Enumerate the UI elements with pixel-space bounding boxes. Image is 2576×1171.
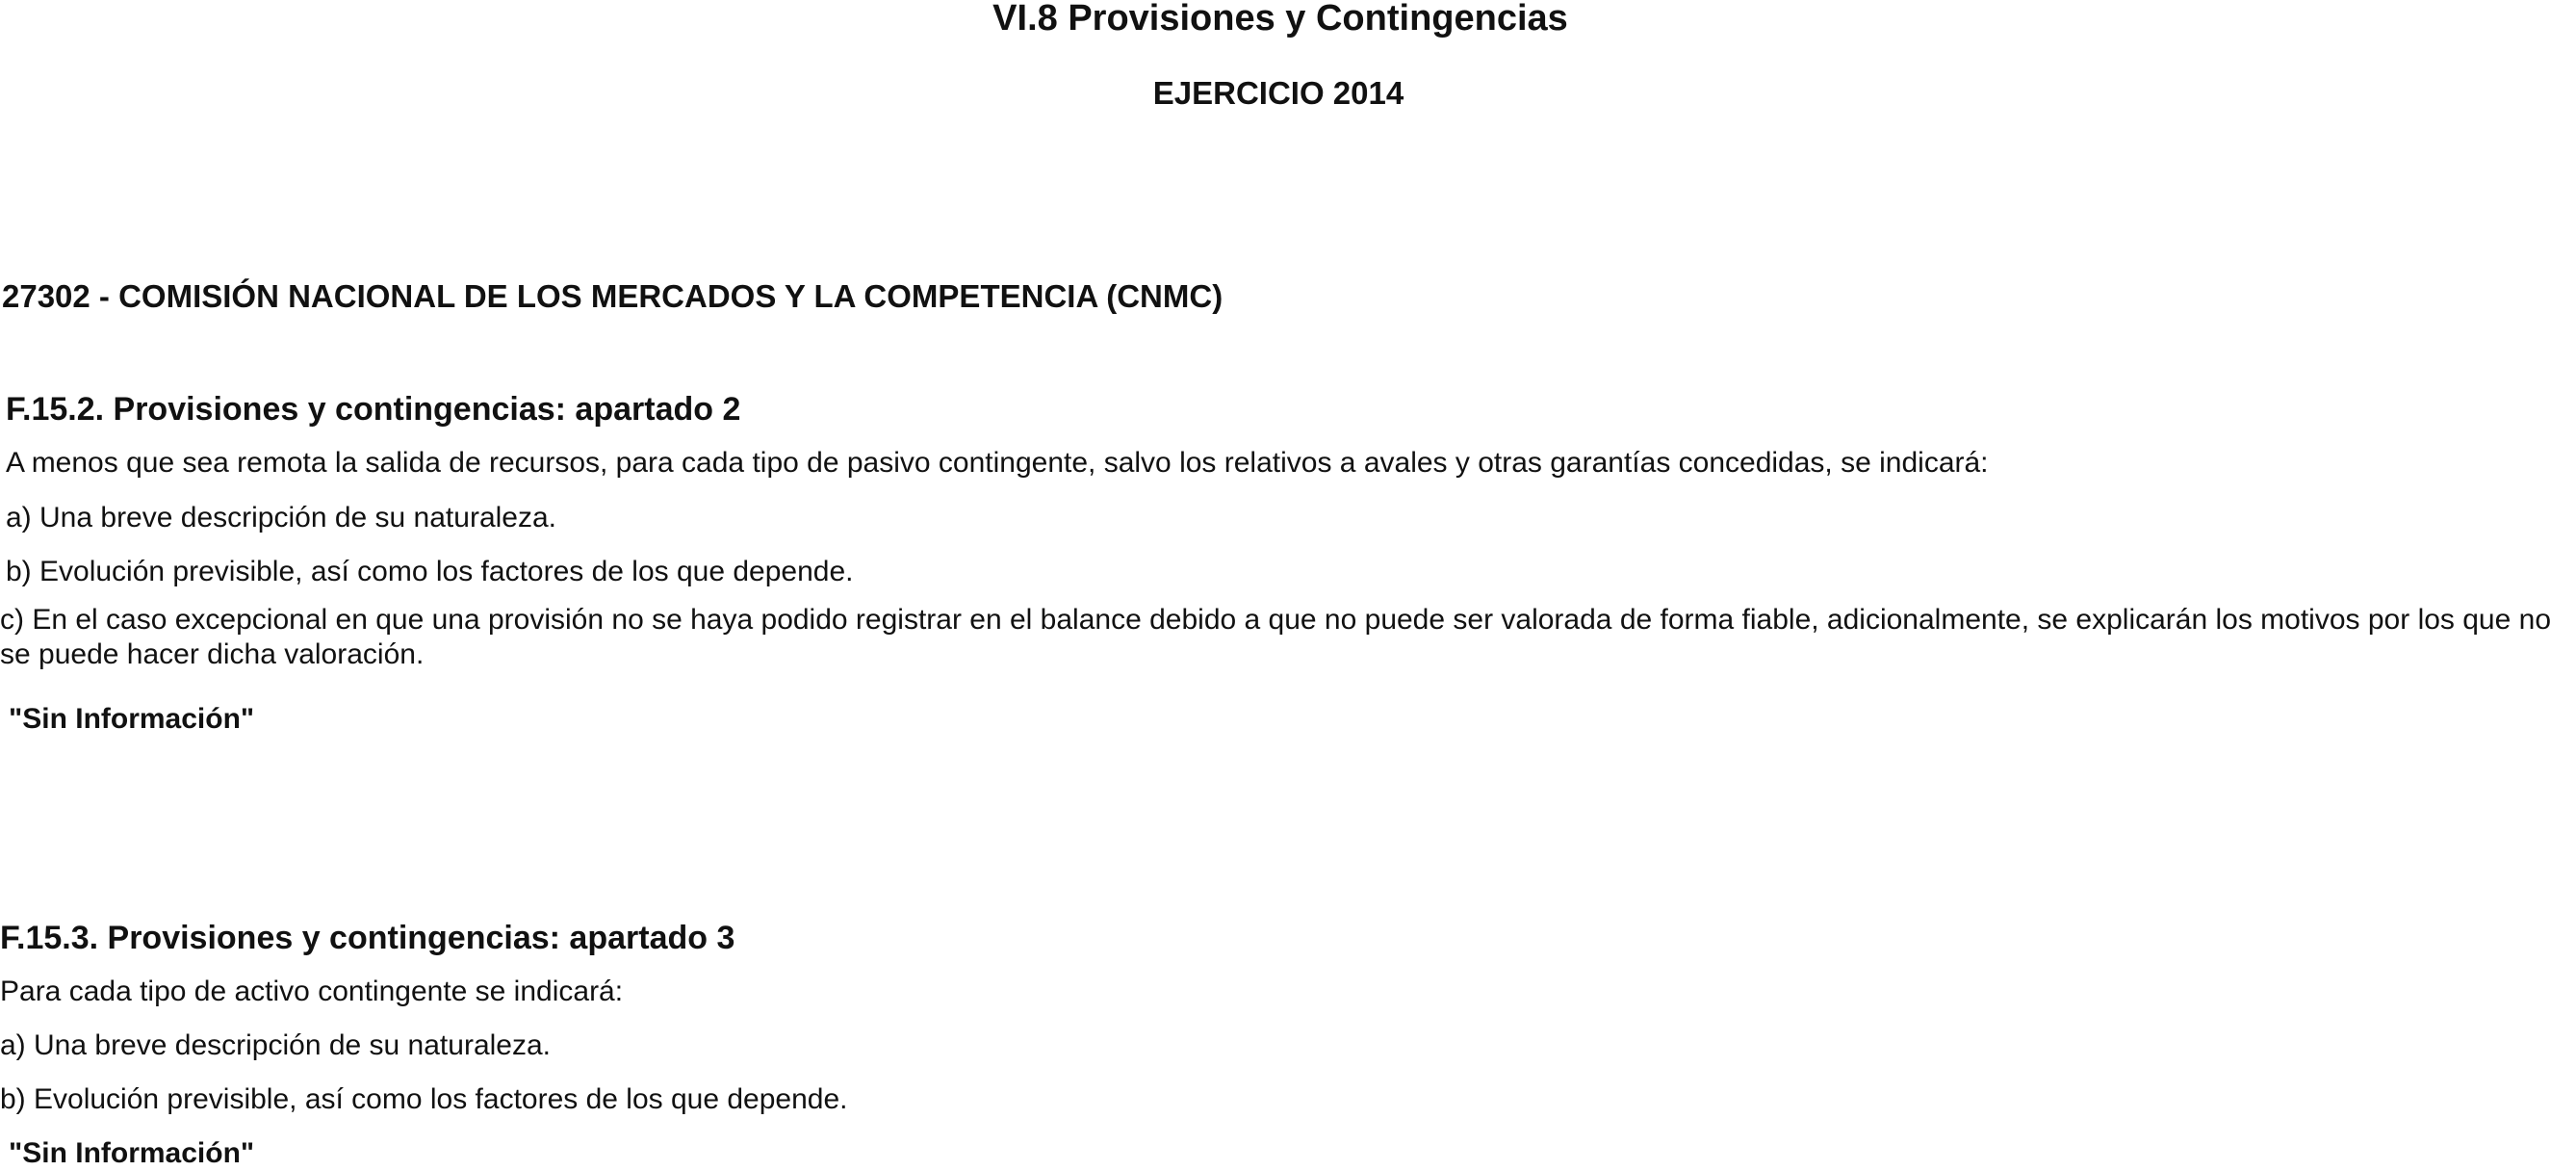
section-3-item-b: b) Evolución previsible, así como los factores de los que depende.	[0, 1083, 848, 1115]
section-2-no-info: "Sin Información"	[9, 703, 255, 735]
section-3-intro: Para cada tipo de activo contingente se indicará:	[0, 976, 624, 1007]
section-2-heading: F.15.2. Provisiones y contingencias: apartado 2	[6, 391, 741, 428]
section-2-item-c: c) En el caso excepcional en que una provisión no se haya podido registrar en el balance debido a que no puede ser valorada de forma fiable, adicionalmente, se explicarán los motivos por los que no se puede hacer dicha valoración.	[0, 604, 2552, 670]
section-2-item-b: b) Evolución previsible, así como los factores de los que depende.	[6, 556, 854, 587]
page-title: VI.8 Provisiones y Contingencias	[992, 0, 1568, 39]
section-2-intro: A menos que sea remota la salida de recursos, para cada tipo de pasivo contingente, salvo los relativos a avales y otras garantías concedidas, se indicará:	[6, 447, 1989, 479]
section-3-no-info: "Sin Información"	[9, 1137, 255, 1169]
entity-heading: 27302 - COMISIÓN NACIONAL DE LOS MERCADOS Y LA COMPETENCIA (CNMC)	[2, 278, 1224, 314]
section-3-item-a: a) Una breve descripción de su naturaleza.	[0, 1029, 551, 1061]
section-2-item-a: a) Una breve descripción de su naturaleza.	[6, 502, 556, 533]
fiscal-year-subtitle: EJERCICIO 2014	[1152, 75, 1404, 111]
section-3-heading: F.15.3. Provisiones y contingencias: apartado 3	[0, 920, 735, 956]
